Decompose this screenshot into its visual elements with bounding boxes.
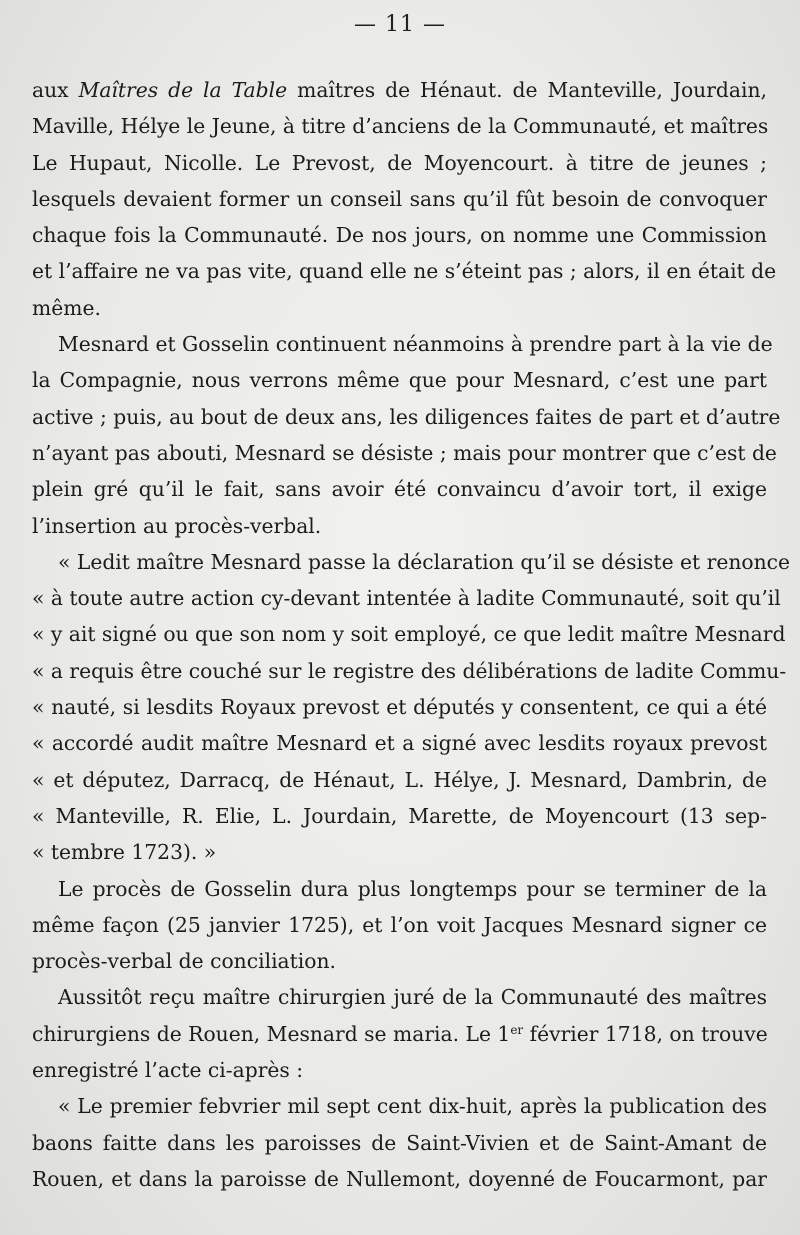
text-line: n’ayant pas abouti, Mesnard se désiste ; mais pour montrer que c’est de [32,440,777,465]
quote-line: « et députez, Darracq, de Hénaut, L. Hélye, J. Mesnard, Dambrin, de [32,767,767,792]
superscript: er [510,1022,524,1037]
quote-line: « Manteville, R. Elie, L. Jourdain, Marette, de Moyencourt (13 sep- [32,803,767,828]
text-run: aux [32,78,79,102]
text-line: chaque fois la Communauté. De nos jours, on nomme une Commission [32,223,767,248]
text-line: l’insertion au procès-verbal. [32,513,322,538]
quote-line: Rouen, et dans la paroisse de Nullemont, doyenné de Foucarmont, par [32,1166,767,1191]
text-line: Le procès de Gosselin dura plus longtemps pour se terminer de la [58,876,767,901]
quote-line: « accordé audit maître Mesnard et a signé avec lesdits royaux prevost [32,731,767,756]
text-line: Aussitôt reçu maître chirurgien juré de la Communauté des maîtres [58,985,767,1010]
text-line: Le Hupaut, Nicolle. Le Prevost, de Moyencourt. à titre de jeunes ; [32,150,767,175]
body-text [32,72,791,1197]
text-line: plein gré qu’il le fait, sans avoir été convaincu d’avoir tort, il exige [32,477,767,502]
text-line: la Compagnie, nous verrons même que pour Mesnard, c’est une part [32,368,767,393]
text-line: active ; puis, au bout de deux ans, les diligences faites de part et d’autre [32,404,781,429]
text-line: procès-verbal de conciliation. [32,949,337,974]
italic-title: Maîtres de la Table [78,78,288,102]
text-line: Maville, Hélye le Jeune, à titre d’anciens de la Communauté, et maîtres [32,114,769,139]
text-line: Mesnard et Gosselin continuent néanmoins à prendre part à la vie de [58,332,773,357]
quote-line: « nauté, si lesdits Royaux prevost et députés y consentent, ce qui a été [32,695,767,720]
text-line: même. [32,295,101,320]
text-line: enregistré l’acte ci-après : [32,1058,304,1083]
text-run: février 1718, on trouve [523,1021,768,1046]
text-run: maîtres de Hénaut. de Manteville, Jourdain, [287,78,768,102]
quote-line: « Le premier febvrier mil sept cent dix-huit, après la publication des [58,1094,767,1119]
quote-line: « tembre 1723). » [32,840,217,865]
quote-line: « à toute autre action cy-devant intentée à ladite Communauté, soit qu’il [32,586,781,611]
quote-line: baons faitte dans les paroisses de Saint-Vivien et de Saint-Amant de [32,1130,767,1155]
quote-line: « a requis être couché sur le registre des délibérations de ladite Commu- [32,658,787,683]
quote-line: « y ait signé ou que son nom y soit employé, ce que ledit maître Mesnard [32,622,786,647]
text-line: lesquels devaient former un conseil sans qu’il fût besoin de convoquer [32,186,767,211]
page-number: — 11 — [354,12,446,37]
text-line: et l’affaire ne va pas vite, quand elle ne s’éteint pas ; alors, il en était de [32,259,777,284]
text-line [32,1016,767,1052]
text-line [32,72,767,108]
text-run: chirurgiens de Rouen, Mesnard se maria. Le 1 [32,1021,511,1046]
text-line: même façon (25 janvier 1725), et l’on voit Jacques Mesnard signer ce [32,912,767,937]
quote-line: « Ledit maître Mesnard passe la déclaration qu’il se désiste et renonce [58,549,791,574]
